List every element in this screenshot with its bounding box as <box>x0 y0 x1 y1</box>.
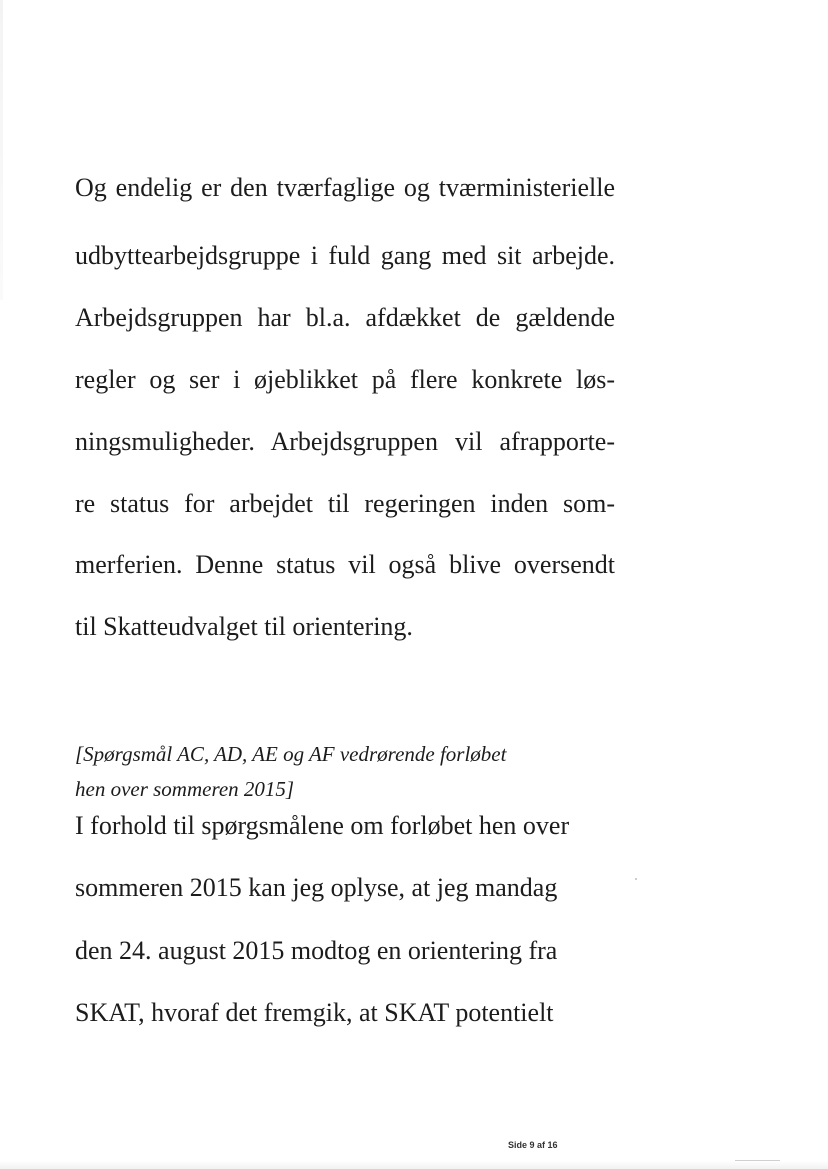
paragraph-1-line: udbyttearbejdsgruppe i fuld gang med sit arbejde. <box>75 241 615 270</box>
paragraph-2-line: SKAT, hvoraf det fremgik, at SKAT potentielt <box>75 998 554 1027</box>
paragraph-2-line: I forhold til spørgsmålene om forløbet hen over <box>75 811 570 840</box>
paragraph-1-line: ningsmuligheder. Arbejdsgruppen vil afrapporte- <box>75 427 615 456</box>
paragraph-2-line: sommeren 2015 kan jeg oplyse, at jeg mandag <box>75 873 558 902</box>
scan-edge-shadow <box>0 0 3 300</box>
scan-bottom-edge <box>0 1161 828 1169</box>
paragraph-1-line: re status for arbejdet til regeringen inden som- <box>75 489 615 518</box>
paragraph-1-line: Og endelig er den tværfaglige og tværministerielle <box>75 173 615 202</box>
paragraph-2-line: den 24. august 2015 modtog en orientering fra <box>75 936 558 965</box>
section-heading-line: hen over sommeren 2015] <box>75 777 295 801</box>
scan-speck <box>635 878 637 880</box>
paragraph-1-line: regler og ser i øjeblikket på flere konkrete løs- <box>75 365 615 394</box>
paragraph-1-line: Arbejdsgruppen har bl.a. afdækket de gældende <box>75 303 615 332</box>
paragraph-1-line: til Skatteudvalget til orientering. <box>75 612 413 641</box>
paragraph-1-line: merferien. Denne status vil også blive oversendt <box>75 550 615 579</box>
section-heading-line: [Spørgsmål AC, AD, AE og AF vedrørende forløbet <box>75 742 507 766</box>
page-number: Side 9 af 16 <box>508 1140 558 1150</box>
